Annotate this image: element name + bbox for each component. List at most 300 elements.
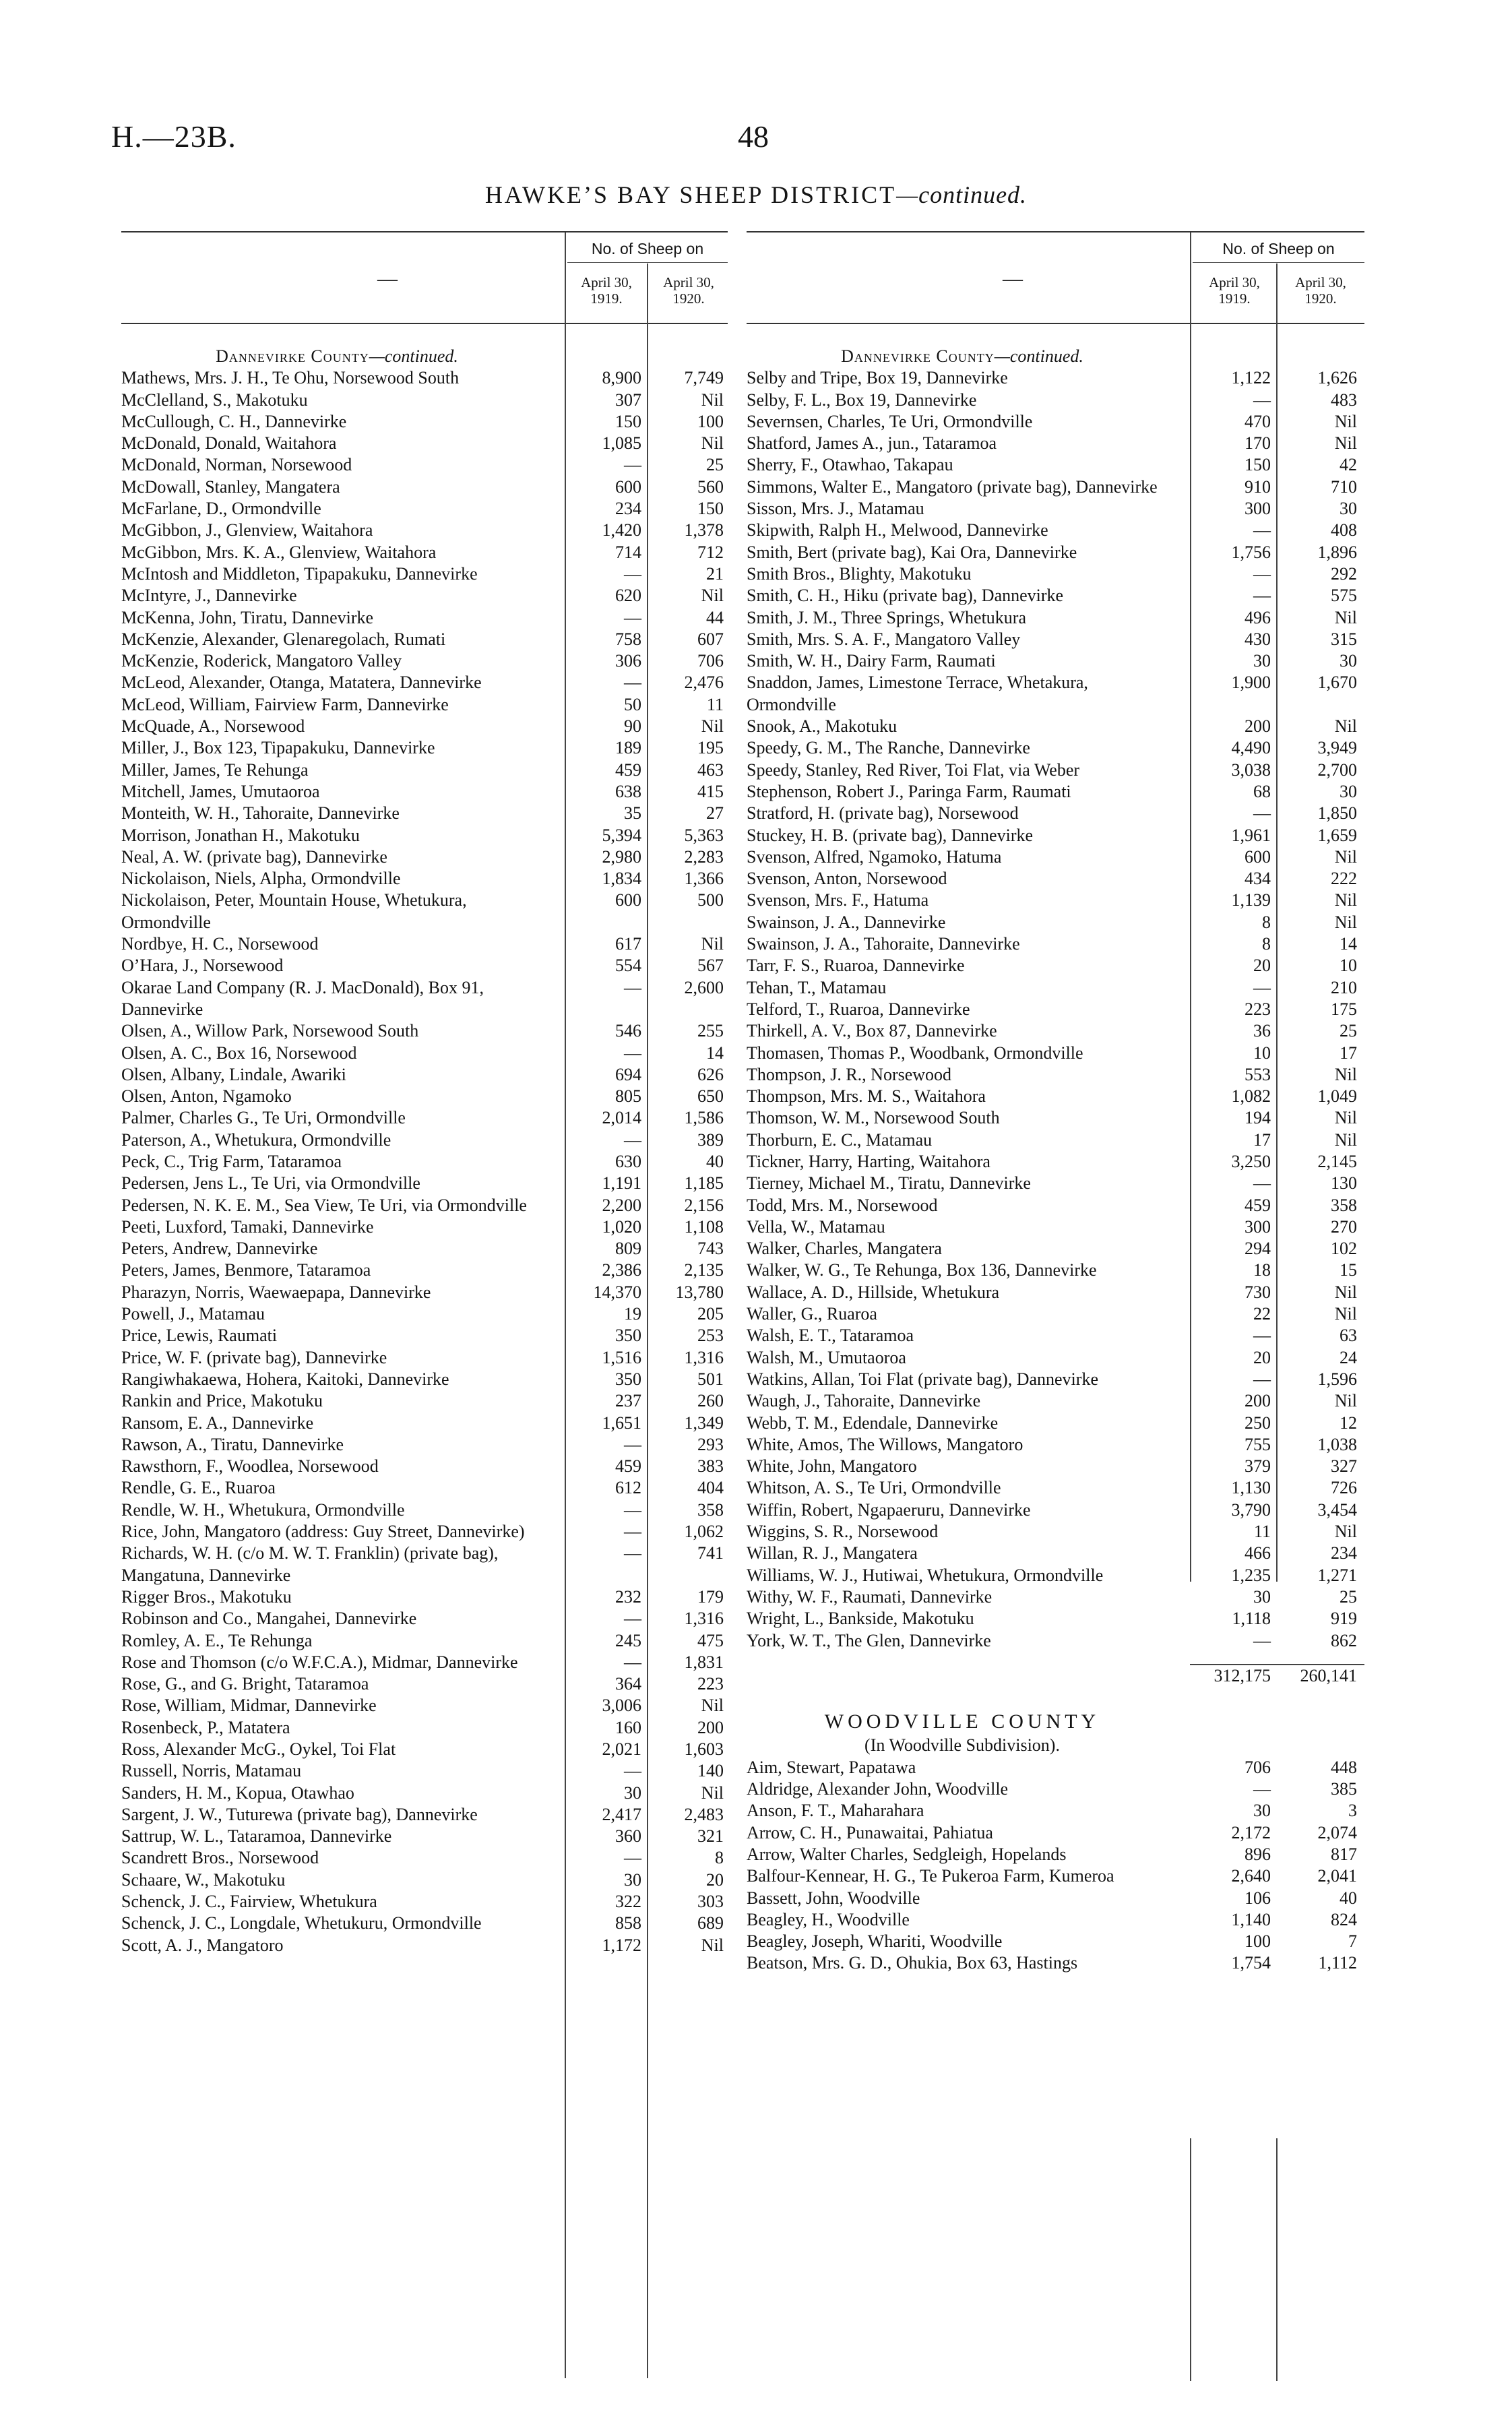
sheep-1920: 17: [1340, 1043, 1357, 1063]
sheep-1919: 600: [1245, 846, 1271, 867]
table-row: [747, 1151, 1364, 1173]
sheep-1919: 8: [1262, 934, 1271, 954]
owner-name: Peck, C., Trig Farm, Tataramoa: [121, 1151, 342, 1171]
table-row: [747, 1800, 1364, 1822]
owner-name: Tarr, F. S., Ruaroa, Dannevirke: [747, 956, 965, 976]
owner-name: Smith, Bert (private bag), Kai Ora, Dannevirke: [747, 542, 1077, 562]
owner-name: White, Amos, The Willows, Mangatoro: [747, 1434, 1023, 1454]
sheep-1920: 255: [697, 1021, 724, 1041]
owner-name: Paterson, A., Whetukura, Ormondville: [121, 1129, 391, 1150]
owner-name: McKenna, John, Tiratu, Dannevirke: [121, 607, 374, 627]
owner-name: Balfour-Kennear, H. G., Te Pukeroa Farm, Kumeroa: [747, 1866, 1114, 1886]
owner-name: Romley, A. E., Te Rehunga: [121, 1630, 313, 1650]
owner-name: McKenzie, Alexander, Glenaregolach, Rumati: [121, 629, 446, 649]
sheep-1919: 17: [1253, 1129, 1271, 1150]
owner-name: Beagley, H., Woodville: [747, 1909, 910, 1929]
table-row: [121, 1608, 728, 1630]
owner-name: Skipwith, Ralph H., Melwood, Dannevirke: [747, 520, 1048, 540]
sheep-1919: 2,021: [602, 1739, 641, 1759]
table-row: [747, 1757, 1364, 1778]
sheep-1920: Nil: [1334, 433, 1357, 454]
sheep-1919: 466: [1245, 1543, 1271, 1563]
sheep-1919: 896: [1245, 1844, 1271, 1864]
sheep-1919: 554: [615, 956, 641, 976]
sheep-1920: 3,949: [1317, 738, 1357, 758]
sheep-1920: 2,483: [684, 1804, 724, 1824]
sheep-1920: Nil: [701, 390, 724, 410]
owner-name: Nickolaison, Peter, Mountain House, Whetukura, Ormondville: [121, 890, 467, 932]
table-row: [121, 1303, 728, 1325]
table-row: [121, 1413, 728, 1434]
table-row: [747, 1499, 1364, 1521]
sheep-1919: 1,082: [1231, 1086, 1271, 1107]
sheep-1919: 2,386: [602, 1260, 641, 1280]
owner-name: Smith, J. M., Three Springs, Whetukura: [747, 607, 1027, 627]
owner-name: Snook, A., Makotuku: [747, 716, 897, 737]
owner-name: Sanders, H. M., Kopua, Otawhao: [121, 1782, 354, 1803]
owner-name: Selby and Tripe, Box 19, Dannevirke: [747, 368, 1008, 388]
table-row: [747, 825, 1364, 846]
sheep-1919: 1,961: [1231, 825, 1271, 845]
table-row: [121, 1717, 728, 1739]
sheep-1920: 140: [697, 1761, 724, 1781]
sheep-1920: 712: [697, 542, 724, 562]
sheep-1920: 25: [1340, 1021, 1357, 1041]
sheep-1920: Nil: [701, 586, 724, 606]
table-row: [747, 1369, 1364, 1390]
sheep-1919: —: [624, 1522, 641, 1542]
table-row: [747, 1020, 1364, 1042]
sheep-1919: 160: [615, 1717, 641, 1737]
owner-name: Wallace, A. D., Hillside, Whetukura: [747, 1282, 1000, 1302]
sheep-1920: 100: [697, 411, 724, 431]
sheep-1920: 315: [1331, 629, 1357, 649]
table-row: [747, 1931, 1364, 1952]
table-row: [747, 672, 1364, 716]
owner-name: Tierney, Michael M., Tiratu, Dannevirke: [747, 1173, 1031, 1193]
sheep-1919: —: [624, 1129, 641, 1150]
owner-name: Aim, Stewart, Papatawa: [747, 1757, 916, 1777]
sheep-1919: 8,900: [602, 368, 641, 388]
owner-name: Walker, Charles, Mangatera: [747, 1239, 942, 1259]
sheep-1919: 630: [615, 1151, 641, 1171]
sheep-1919: 430: [1245, 629, 1271, 649]
sheep-1920: 8: [715, 1848, 724, 1868]
sheep-1920: 42: [1340, 455, 1357, 475]
sheep-1920: 1,049: [1317, 1086, 1357, 1107]
sheep-1920: 1,349: [684, 1413, 724, 1433]
table-row: [747, 1778, 1364, 1800]
owner-name: Svenson, Anton, Norsewood: [747, 869, 947, 889]
sheep-1920: 63: [1340, 1326, 1357, 1346]
sheep-1920: 1,185: [684, 1173, 724, 1193]
sheep-1920: 626: [697, 1064, 724, 1084]
sheep-1920: 130: [1331, 1173, 1357, 1193]
sheep-1919: 2,172: [1231, 1822, 1271, 1842]
sheep-1920: 234: [1331, 1543, 1357, 1563]
table-row: [121, 1043, 728, 1064]
sheep-1919: —: [1253, 520, 1271, 540]
table-row: [121, 716, 728, 737]
sheep-1920: 27: [706, 803, 724, 824]
owner-name: Rankin and Price, Makotuku: [121, 1391, 323, 1411]
sheep-1919: —: [624, 977, 641, 997]
owner-name: Speedy, Stanley, Red River, Toi Flat, via Weber: [747, 759, 1080, 780]
table-row: [747, 454, 1364, 476]
table-row: [747, 1865, 1364, 1887]
sheep-1919: —: [624, 1543, 641, 1563]
sheep-1919: 364: [615, 1674, 641, 1694]
sheep-1920: 1,271: [1317, 1565, 1357, 1585]
owner-name: McClelland, S., Makotuku: [121, 390, 308, 410]
owner-name: McDonald, Donald, Waitahora: [121, 433, 337, 454]
owner-name: Williams, W. J., Hutiwai, Whetukura, Ormondville: [747, 1565, 1104, 1585]
table-row: [121, 977, 728, 1021]
sheep-1919: 1,130: [1231, 1478, 1271, 1498]
owner-name: Arrow, C. H., Punawaitai, Pahiatua: [747, 1822, 993, 1842]
sheep-1919: 3,006: [602, 1696, 641, 1716]
table-row: [747, 1195, 1364, 1216]
sheep-1919: 1,139: [1231, 890, 1271, 910]
table-row: [747, 1303, 1364, 1325]
left-table-header: [121, 231, 728, 324]
sheep-1920: 358: [1331, 1195, 1357, 1215]
owner-name: Bassett, John, Woodville: [747, 1888, 920, 1908]
table-row: [121, 476, 728, 498]
owner-name: Russell, Norris, Matamau: [121, 1761, 302, 1781]
sheep-1919: 30: [624, 1782, 641, 1803]
page-number: 48: [738, 119, 769, 154]
sheep-1920: 726: [1331, 1478, 1357, 1498]
sheep-1919: 379: [1245, 1456, 1271, 1477]
sheep-1919: —: [624, 673, 641, 693]
sheep-1919: 234: [615, 499, 641, 519]
owner-name: Sherry, F., Otawhao, Takapau: [747, 455, 953, 475]
sheep-1920: Nil: [1334, 912, 1357, 932]
table-row: [121, 803, 728, 824]
table-row: [747, 1064, 1364, 1086]
sheep-1919: 620: [615, 586, 641, 606]
table-row: [121, 1369, 728, 1390]
sheep-1920: 3,454: [1317, 1499, 1357, 1520]
sheep-1920: 2,135: [684, 1260, 724, 1280]
sheep-1920: 385: [1331, 1779, 1357, 1799]
owner-name: Scandrett Bros., Norsewood: [121, 1848, 319, 1868]
owner-name: Beatson, Mrs. G. D., Ohukia, Box 63, Hastings: [747, 1953, 1078, 1973]
owner-name: Swainson, J. A., Tahoraite, Dannevirke: [747, 934, 1020, 954]
sheep-1920: 321: [697, 1826, 724, 1847]
table-row: [121, 1151, 728, 1173]
owner-name: Vella, W., Matamau: [747, 1216, 885, 1237]
owner-name: Peeti, Luxford, Tamaki, Dannevirke: [121, 1216, 374, 1237]
sheep-1920: 817: [1331, 1844, 1357, 1864]
owner-name: Rangiwhakaewa, Hohera, Kaitoki, Dannevirke: [121, 1369, 449, 1389]
owner-name: Waugh, J., Tahoraite, Dannevirke: [747, 1391, 981, 1411]
owner-name: Powell, J., Matamau: [121, 1304, 265, 1324]
table-row: [747, 1282, 1364, 1303]
column-1920-header: April 30, 1920.: [1295, 274, 1346, 307]
owner-name: Webb, T. M., Edendale, Dannevirke: [747, 1413, 999, 1433]
owner-name: Telford, T., Ruaroa, Dannevirke: [747, 999, 970, 1019]
sheep-1919: 600: [615, 476, 641, 497]
sheep-1920: Nil: [1334, 411, 1357, 431]
table-row: [747, 781, 1364, 803]
table-row: [121, 411, 728, 433]
owner-name: Thirkell, A. V., Box 87, Dannevirke: [747, 1021, 997, 1041]
sheep-1919: 910: [1245, 476, 1271, 497]
sheep-1920: 200: [697, 1717, 724, 1737]
table-row: [747, 1822, 1364, 1844]
sheep-1920: Nil: [701, 716, 724, 737]
owner-name: McKenzie, Roderick, Mangatoro Valley: [121, 651, 402, 671]
table-row: [121, 781, 728, 803]
sheep-1919: 8: [1262, 912, 1271, 932]
sheep-1920: 1,316: [684, 1609, 724, 1629]
owner-name: Smith Bros., Blighty, Makotuku: [747, 563, 972, 584]
sheep-1920: 2,156: [684, 1195, 724, 1215]
table-row: [121, 846, 728, 868]
section-heading: Dannevirke County—continued.: [841, 346, 1083, 366]
sheep-1919: 2,200: [602, 1195, 641, 1215]
owner-name: Monteith, W. H., Tahoraite, Dannevirke: [121, 803, 400, 824]
owner-name: Tehan, T., Matamau: [747, 977, 887, 997]
owner-name: Shatford, James A., jun., Tataramoa: [747, 433, 997, 454]
owner-name: Rendle, G. E., Ruaroa: [121, 1478, 276, 1498]
owner-name: Sargent, J. W., Tuturewa (private bag), Dannevirke: [121, 1804, 478, 1824]
sheep-1919: —: [624, 1434, 641, 1454]
sheep-1919: 189: [615, 738, 641, 758]
owner-name: Simmons, Walter E., Mangatoro (private bag), Dannevirke: [747, 476, 1158, 497]
sheep-1920: 1,596: [1317, 1369, 1357, 1389]
owner-name: Olsen, A. C., Box 16, Norsewood: [121, 1043, 357, 1063]
owner-name: Scott, A. J., Mangatoro: [121, 1935, 284, 1955]
owner-name: McIntyre, J., Dannevirke: [121, 586, 297, 606]
sheep-1920: 40: [706, 1151, 724, 1171]
sheep-1920: 575: [1331, 586, 1357, 606]
sheep-1920: 2,600: [684, 977, 724, 997]
sheep-1919: 18: [1253, 1260, 1271, 1280]
title-suffix: —continued.: [896, 181, 1028, 208]
sheep-1919: 170: [1245, 433, 1271, 454]
sheep-1920: 741: [697, 1543, 724, 1563]
name-column-header: —: [1003, 268, 1023, 290]
owner-name: Sisson, Mrs. J., Matamau: [747, 499, 924, 519]
table-row: [747, 846, 1364, 868]
sheep-1919: 1,122: [1231, 368, 1271, 388]
table-row: [747, 716, 1364, 737]
sheep-1919: 638: [615, 781, 641, 801]
owner-name: McFarlane, D., Ormondville: [121, 499, 321, 519]
sheep-1919: —: [1253, 1369, 1271, 1389]
sheep-1920: 150: [697, 499, 724, 519]
table-row: [121, 1129, 728, 1151]
column-divider: [565, 232, 566, 323]
owner-name: Severnsen, Charles, Te Uri, Ormondville: [747, 411, 1033, 431]
sheep-1919: 2,014: [602, 1108, 641, 1128]
sheep-1919: 194: [1245, 1108, 1271, 1128]
sheep-1919: 1,516: [602, 1347, 641, 1367]
sheep-1919: 20: [1253, 1347, 1271, 1367]
table-row: [121, 1543, 728, 1586]
sheep-1919: 459: [1245, 1195, 1271, 1215]
table-row: [747, 1565, 1364, 1586]
sheep-1920: 389: [697, 1129, 724, 1150]
sheep-1920: 1,378: [684, 520, 724, 540]
sheep-1919: —: [624, 1652, 641, 1672]
owner-name: Peters, Andrew, Dannevirke: [121, 1239, 318, 1259]
sheep-1919: 100: [1245, 1931, 1271, 1952]
table-row: [747, 955, 1364, 976]
sheep-1920: 14: [706, 1043, 724, 1063]
table-row: [747, 977, 1364, 999]
sheep-1920: 1,038: [1317, 1434, 1357, 1454]
sheep-1919: 5,394: [602, 825, 641, 845]
owner-name: McIntosh and Middleton, Tipapakuku, Dannevirke: [121, 563, 478, 584]
sheep-1919: —: [1253, 977, 1271, 997]
sheep-1919: 758: [615, 629, 641, 649]
sheep-1920: 13,780: [675, 1282, 724, 1302]
sheep-1919: 360: [615, 1826, 641, 1847]
sheep-1920: 710: [1331, 476, 1357, 497]
table-row: [121, 1499, 728, 1521]
owner-name: White, John, Mangatoro: [747, 1456, 917, 1477]
sheep-1920: 12: [1340, 1413, 1357, 1433]
sheep-1920: Nil: [1334, 1522, 1357, 1542]
sheep-1920: 2,476: [684, 673, 724, 693]
sheep-1919: 3,038: [1231, 759, 1271, 780]
sheep-1919: 50: [624, 694, 641, 714]
sheep-1920: 358: [697, 1499, 724, 1520]
sheep-1920: 1,896: [1317, 542, 1357, 562]
owner-name: Rose and Thomson (c/o W.F.C.A.), Midmar, Dannevirke: [121, 1652, 518, 1672]
sheep-1919: —: [1253, 1173, 1271, 1193]
sheep-1919: 150: [615, 411, 641, 431]
owner-name: Arrow, Walter Charles, Sedgleigh, Hopelands: [747, 1844, 1067, 1864]
sheep-1920: Nil: [1334, 1129, 1357, 1150]
owner-name: Rose, William, Midmar, Dannevirke: [121, 1696, 377, 1716]
table-row: [747, 1608, 1364, 1630]
sheep-1919: 1,172: [602, 1935, 641, 1955]
table-row: [747, 1107, 1364, 1129]
sheep-1920: 40: [1340, 1888, 1357, 1908]
sheep-1919: 232: [615, 1586, 641, 1607]
sheep-1919: —: [624, 1499, 641, 1520]
table-row: [747, 737, 1364, 759]
sheep-1920: 1,112: [1318, 1953, 1357, 1973]
owner-name: McLeod, Alexander, Otanga, Matatera, Dannevirke: [121, 673, 482, 693]
sheep-1920: Nil: [1334, 716, 1357, 737]
sheep-1920: Nil: [701, 433, 724, 454]
sheep-1919: —: [1253, 803, 1271, 824]
sheep-1920: 30: [1340, 651, 1357, 671]
table-row: [747, 1844, 1364, 1865]
sheep-1920: 383: [697, 1456, 724, 1477]
table-row: [121, 1216, 728, 1238]
owner-name: Olsen, Albany, Lindale, Awariki: [121, 1064, 346, 1084]
sheep-1919: 434: [1245, 869, 1271, 889]
sheep-1919: —: [624, 607, 641, 627]
sheep-1920: 1,586: [684, 1108, 724, 1128]
sheep-1919: 1,420: [602, 520, 641, 540]
owner-name: Smith, W. H., Dairy Farm, Raumati: [747, 651, 996, 671]
table-row: [121, 737, 728, 759]
owner-name: Swainson, J. A., Dannevirke: [747, 912, 946, 932]
table-row: [747, 433, 1364, 454]
sheep-1919: —: [624, 563, 641, 584]
sheep-1920: 327: [1331, 1456, 1357, 1477]
sheep-1920: 253: [697, 1326, 724, 1346]
sheep-1919: 1,834: [602, 869, 641, 889]
owner-name: Walsh, E. T., Tataramoa: [747, 1326, 914, 1346]
sheep-1919: 546: [615, 1021, 641, 1041]
table-row: [121, 1521, 728, 1543]
table-row: [747, 999, 1364, 1020]
sheep-1919: 3,790: [1231, 1499, 1271, 1520]
owner-name: Todd, Mrs. M., Norsewood: [747, 1195, 938, 1215]
sheep-1920: 260: [697, 1391, 724, 1411]
sheep-1920: 3: [1348, 1801, 1357, 1821]
table-row: [121, 520, 728, 541]
sheep-1920: 2,145: [1317, 1151, 1357, 1171]
owner-name: Waller, G., Ruaroa: [747, 1304, 877, 1324]
woodville-rows: [747, 1757, 1364, 1975]
sheep-1920: 1,316: [684, 1347, 724, 1367]
table-row: [121, 1826, 728, 1847]
sheep-1920: Nil: [701, 934, 724, 954]
sheep-count-group-header: No. of Sheep on: [567, 235, 728, 263]
sheep-1919: 600: [615, 890, 641, 910]
sheep-1920: 919: [1331, 1609, 1357, 1629]
table-row: [121, 1695, 728, 1716]
column-divider: [1276, 2138, 1278, 2381]
owner-name: Miller, J., Box 123, Tipapakuku, Dannevirke: [121, 738, 435, 758]
owner-name: Smith, C. H., Hiku (private bag), Dannevirke: [747, 586, 1064, 606]
sheep-1919: —: [1253, 390, 1271, 410]
table-row: [121, 1673, 728, 1695]
sheep-1919: 106: [1245, 1888, 1271, 1908]
table-row: [747, 1390, 1364, 1412]
table-row: [121, 1477, 728, 1499]
table-row: [121, 955, 728, 976]
sheep-1919: 200: [1245, 1391, 1271, 1411]
sheep-1919: 223: [1245, 999, 1271, 1019]
sheep-1920: 1,659: [1317, 825, 1357, 845]
sheep-1920: 179: [697, 1586, 724, 1607]
sheep-1919: 553: [1245, 1064, 1271, 1084]
table-row: [121, 563, 728, 585]
table-row: [121, 1325, 728, 1346]
table-row: [121, 629, 728, 650]
sheep-1920: Nil: [701, 1935, 724, 1955]
sheep-1919: 322: [615, 1892, 641, 1912]
table-row: [747, 1456, 1364, 1477]
sheep-1920: 102: [1331, 1239, 1357, 1259]
sheep-1920: 2,074: [1317, 1822, 1357, 1842]
sheep-1919: 1,756: [1231, 542, 1271, 562]
sheep-1919: 755: [1245, 1434, 1271, 1454]
sheep-1920: 15: [1340, 1260, 1357, 1280]
table-row: [747, 1347, 1364, 1369]
sheep-1920: Nil: [701, 1782, 724, 1803]
sheep-1919: 496: [1245, 607, 1271, 627]
owner-name: McQuade, A., Norsewood: [121, 716, 305, 737]
table-row: [747, 933, 1364, 955]
sheep-1919: —: [624, 1848, 641, 1868]
owner-name: O’Hara, J., Norsewood: [121, 956, 284, 976]
column-divider: [1190, 232, 1191, 323]
table-row: [121, 1064, 728, 1086]
table-row: [121, 1630, 728, 1652]
